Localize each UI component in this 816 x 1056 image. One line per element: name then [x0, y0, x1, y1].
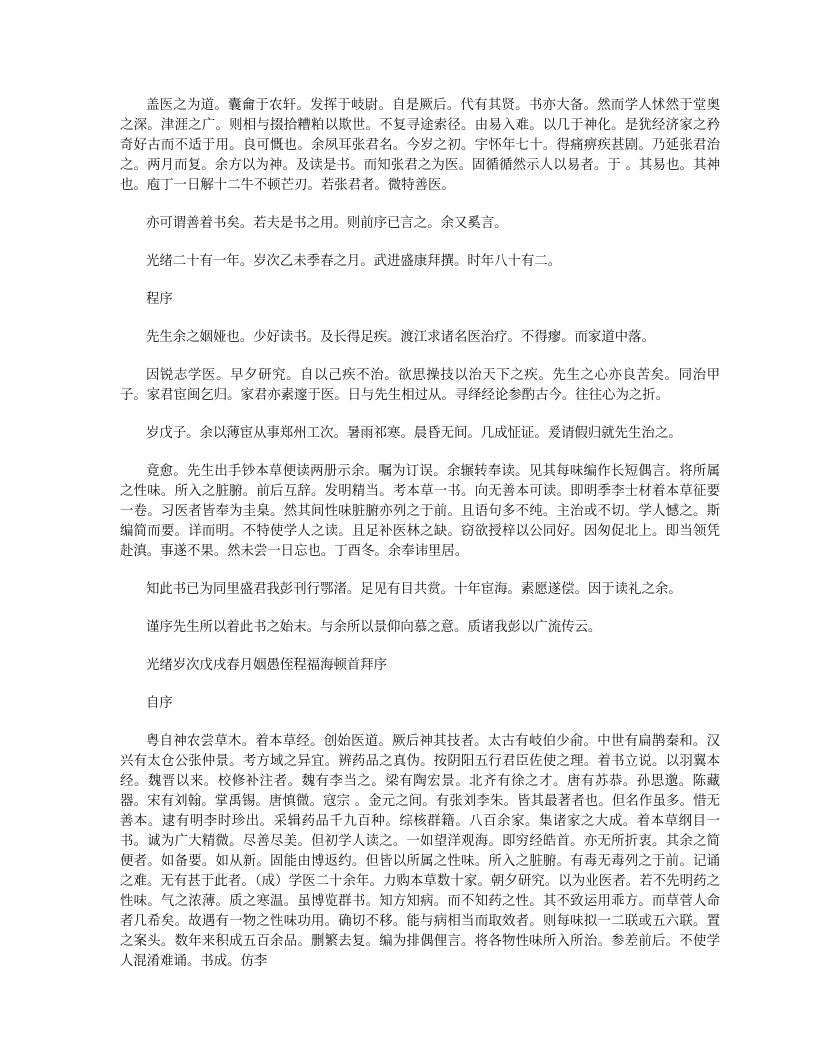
section-heading: 程序	[146, 292, 173, 307]
signature-line: 光绪岁次戊戌春月姻愚侄程福海顿首拜序	[146, 658, 388, 673]
paragraph: 知此书已为同里盛君我彭刊行鄂渚。足见有目共赏。十年宦海。素愿遂偿。因于读礼之余。	[146, 582, 682, 597]
paragraph: 粤自神农尝草木。着本草经。创始医道。厥后神其技者。太古有岐伯少俞。中世有扁鹊秦和。汉兴有太仓公张仲景。考方域之异宜。辨药品之真伪。按阴阳五行君臣佐使之理。着书立说。以羽翼本经。魏晋以来。校修补注者。魏有李当之。梁有陶宏景。北齐有徐之才。唐有苏恭。孙思邈。陈藏器。宋有刘翰。掌禹锡。唐慎微。寇宗 。金元之间。有张刘李朱。皆其最著者也。但名作虽多。惜无善本。逮有明李时珍出。采辑药品千九百种。综核群籍。八百余家。集诸家之大成。着本草纲目一书。诚为广大精微。尽善尽美。但初学人读之。一如望洋观海。即穷经皓首。亦无所折衷。其余之简便者。如备要。如从新。固能由博返约。但皆以所属之性味。所入之脏腑。有毒无毒列之于前。记诵之难。无有甚于此者。（成）学医二十余年。力购本草数十家。朝夕研究。以为业医者。若不先明药之性味。气之浓薄。质之寒温。虽博览群书。知方知病。而不知药之性。其不致运用乖方。而草菅人命者几希矣。故遇有一物之性味功用。确切不移。能与病相当而取效者。则每味拟一二联或五六联。置之案头。数年来积成五百余品。删繁去复。编为排偶俚言。将各物性味所入所治。参差前后。不使学人混淆难诵。书成。仿李	[120, 734, 720, 969]
section-heading: 自序	[146, 696, 173, 711]
paragraph: 先生余之姻娅也。少好读书。及长得足疾。渡江求诸名医治疗。不得瘳。而家道中落。	[146, 330, 655, 345]
paragraph: 岁戊子。余以薄宦从事郑州工次。暑雨祁寒。晨昏无间。几成怔证。爰请假归就先生治之。	[146, 426, 682, 441]
paragraph: 盖医之为道。囊龠于农轩。发挥于岐尉。自是厥后。代有其贤。书亦大备。然而学人怵然于堂奥之深。津涯之广。则相与掇拾糟粕以欺世。不复寻途索径。由易入难。以几于神化。是犹经济家之矜奇好古而不适于用。良可慨也。余夙耳张君名。今岁之初。宇怀年七十。得痛痹疾甚剧。乃延张君治之。两月而复。余方以为神。及读是书。而知张君之为医。固循循然示人以易者。于 。其易也。其神也。庖丁一日解十二牛不顿芒刃。若张君者。微特善医。	[120, 98, 720, 193]
paragraph: 谨序先生所以着此书之始末。与余所以景仰向慕之意。质诸我彭以广流传云。	[146, 620, 602, 635]
paragraph: 竟愈。先生出手钞本草便读两册示余。嘱为订误。余辗转奉读。见其每味编作长短偶言。将所属之性味。所入之脏腑。前后互辞。发明精当。考本草一书。向无善本可读。即明季李士材着本草征要一卷。习医者皆奉为圭臬。然其间性味脏腑亦列之于前。且语句多不纯。主治或不切。学人憾之。斯编简而要。详而明。不特使学人之读。且足补医林之缺。窃欲授梓以公同好。因匆促北上。即当领凭赴滇。事遂不果。然未尝一日忘也。丁酉冬。余奉讳里居。	[120, 464, 720, 559]
paragraph: 因锐志学医。早夕研究。自以己疾不治。欲思操技以治天下之疾。先生之心亦良苦矣。同治甲子。家君宦闽乞归。家君亦素邃于医。日与先生相过从。寻绎经论参酌古今。往往心为之折。	[120, 368, 720, 403]
paragraph: 亦可谓善着书矣。若夫是书之用。则前序已言之。余又奚言。	[146, 216, 508, 231]
paragraph: 光绪二十有一年。岁次乙未季春之月。武进盛康拜撰。时年八十有二。	[146, 254, 562, 269]
